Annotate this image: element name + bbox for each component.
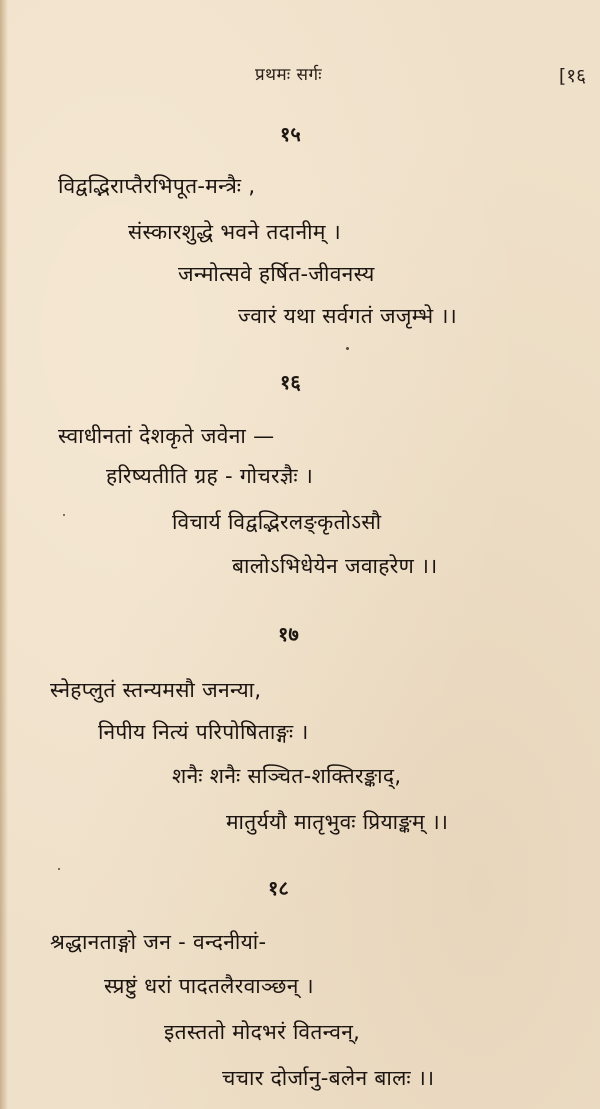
verse-line: बालोऽभिधेयेन जवाहरेण ।। (232, 554, 438, 578)
page-gutter-shadow (0, 0, 8, 1109)
ink-speck (63, 514, 65, 516)
verse-line: शनैः शनैः सञ्चित-शक्तिरङ्काद्, (172, 764, 402, 788)
verse-line: श्रद्धानताङ्गो जन - वन्दनीयां- (50, 930, 267, 954)
verse-number: १७ (278, 622, 299, 646)
verse-line: जन्मोत्सवे हर्षित-जीवनस्य (178, 262, 375, 286)
running-head: प्रथमः सर्गः (255, 65, 323, 85)
verse-number: १५ (280, 122, 301, 146)
verse-line: ज्वारं यथा सर्वगतं जजृम्भे ।। (238, 304, 457, 328)
verse-line: विचार्य विद्वद्भिरलङ्कृतोऽसौ (172, 510, 382, 534)
verse-line: स्वाधीनतां देशकृते जवेना — (58, 424, 275, 448)
verse-line: मातुर्ययौ मातृभुवः प्रियाङ्कम् ।। (226, 810, 449, 834)
verse-line: स्नेहप्लुतं स्तन्यमसौ जनन्या, (50, 678, 262, 702)
verse-number: १८ (268, 876, 289, 900)
verse-line: स्प्रष्टुं धरां पादतलैरवाञ्छन् । (104, 974, 314, 998)
verse-line: निपीय नित्यं परिपोषिताङ्गः । (98, 720, 309, 744)
verse-line: चचार दोर्जानु-बलेन बालः ।। (222, 1066, 435, 1090)
verse-number: १६ (280, 370, 301, 394)
ink-speck (58, 868, 60, 870)
ink-speck (346, 347, 349, 350)
page-number: [१६ (558, 65, 586, 87)
verse-line: इतस्ततो मोदभरं वितन्वन्, (164, 1020, 361, 1044)
page-header (0, 62, 600, 92)
verse-line: संस्कारशुद्धे भवने तदानीम् । (128, 220, 341, 244)
verse-line: विद्वद्भिराप्तैरभिपूत-मन्त्रैः , (58, 174, 256, 198)
verse-line: हरिष्यतीति ग्रह - गोचरज्ञैः । (106, 464, 314, 488)
